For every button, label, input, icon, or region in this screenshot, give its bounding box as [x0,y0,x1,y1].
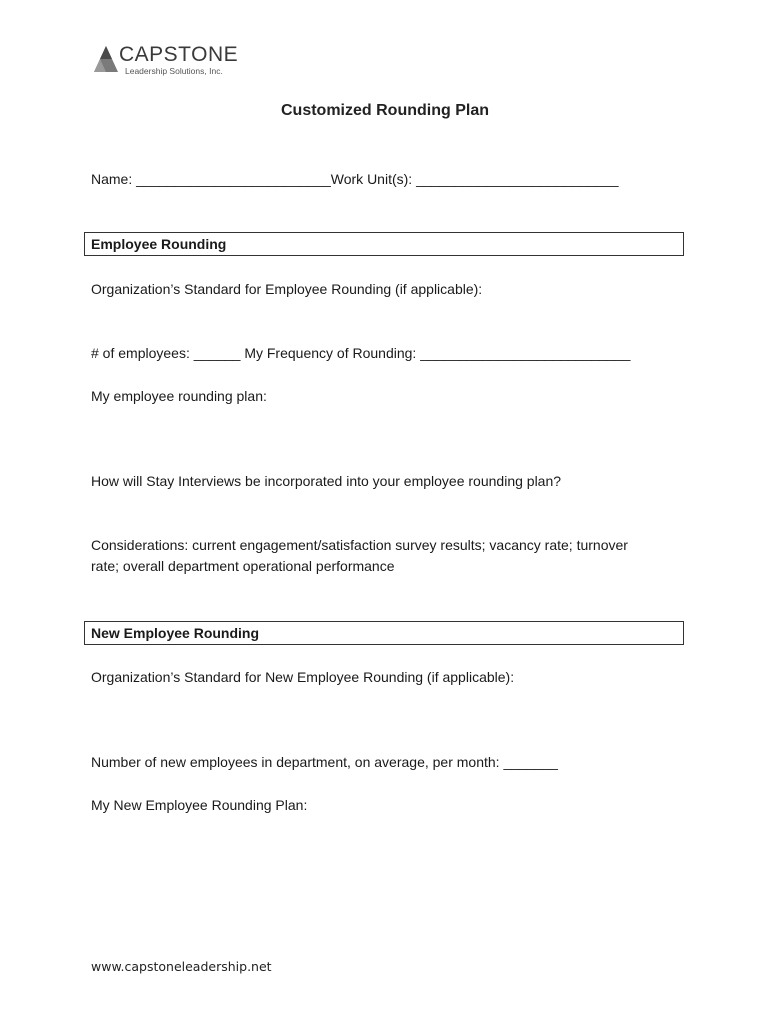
page-title: Customized Rounding Plan [281,102,489,119]
considerations-line-1: Considerations: current engagement/satisfaction survey results; vacancy rate; turnover [91,537,628,553]
employee-standard-prompt: Organization’s Standard for Employee Rounding (if applicable): [91,281,483,297]
employee-rounding-heading: Employee Rounding [91,236,227,252]
footer-website: www.capstoneleadership.net [91,959,272,974]
company-logo [92,44,242,80]
new-employees-number-line: Number of new employees in department, on average, per month: _______ [91,754,558,770]
logo-tagline: Leadership Solutions, Inc. [125,66,223,76]
stay-interviews-prompt: How will Stay Interviews be incorporated into your employee rounding plan? [91,473,562,489]
logo-triangle-icon [92,44,120,74]
logo-wordmark: CAPSTONE [119,43,239,66]
name-work-unit-line: Name: _________________________Work Unit(s): __________________________ [91,171,619,187]
new-employee-rounding-header [84,621,684,645]
employee-plan-prompt: My employee rounding plan: [91,388,267,404]
employee-rounding-header [84,232,684,256]
new-employee-plan-prompt: My New Employee Rounding Plan: [91,797,308,813]
considerations-line-2: rate; overall department operational performance [91,558,395,574]
new-employee-rounding-heading: New Employee Rounding [91,625,260,641]
new-employee-standard-prompt: Organization’s Standard for New Employee Rounding (if applicable): [91,669,515,685]
employees-frequency-line: # of employees: ______ My Frequency of Rounding: ___________________________ [91,345,631,361]
